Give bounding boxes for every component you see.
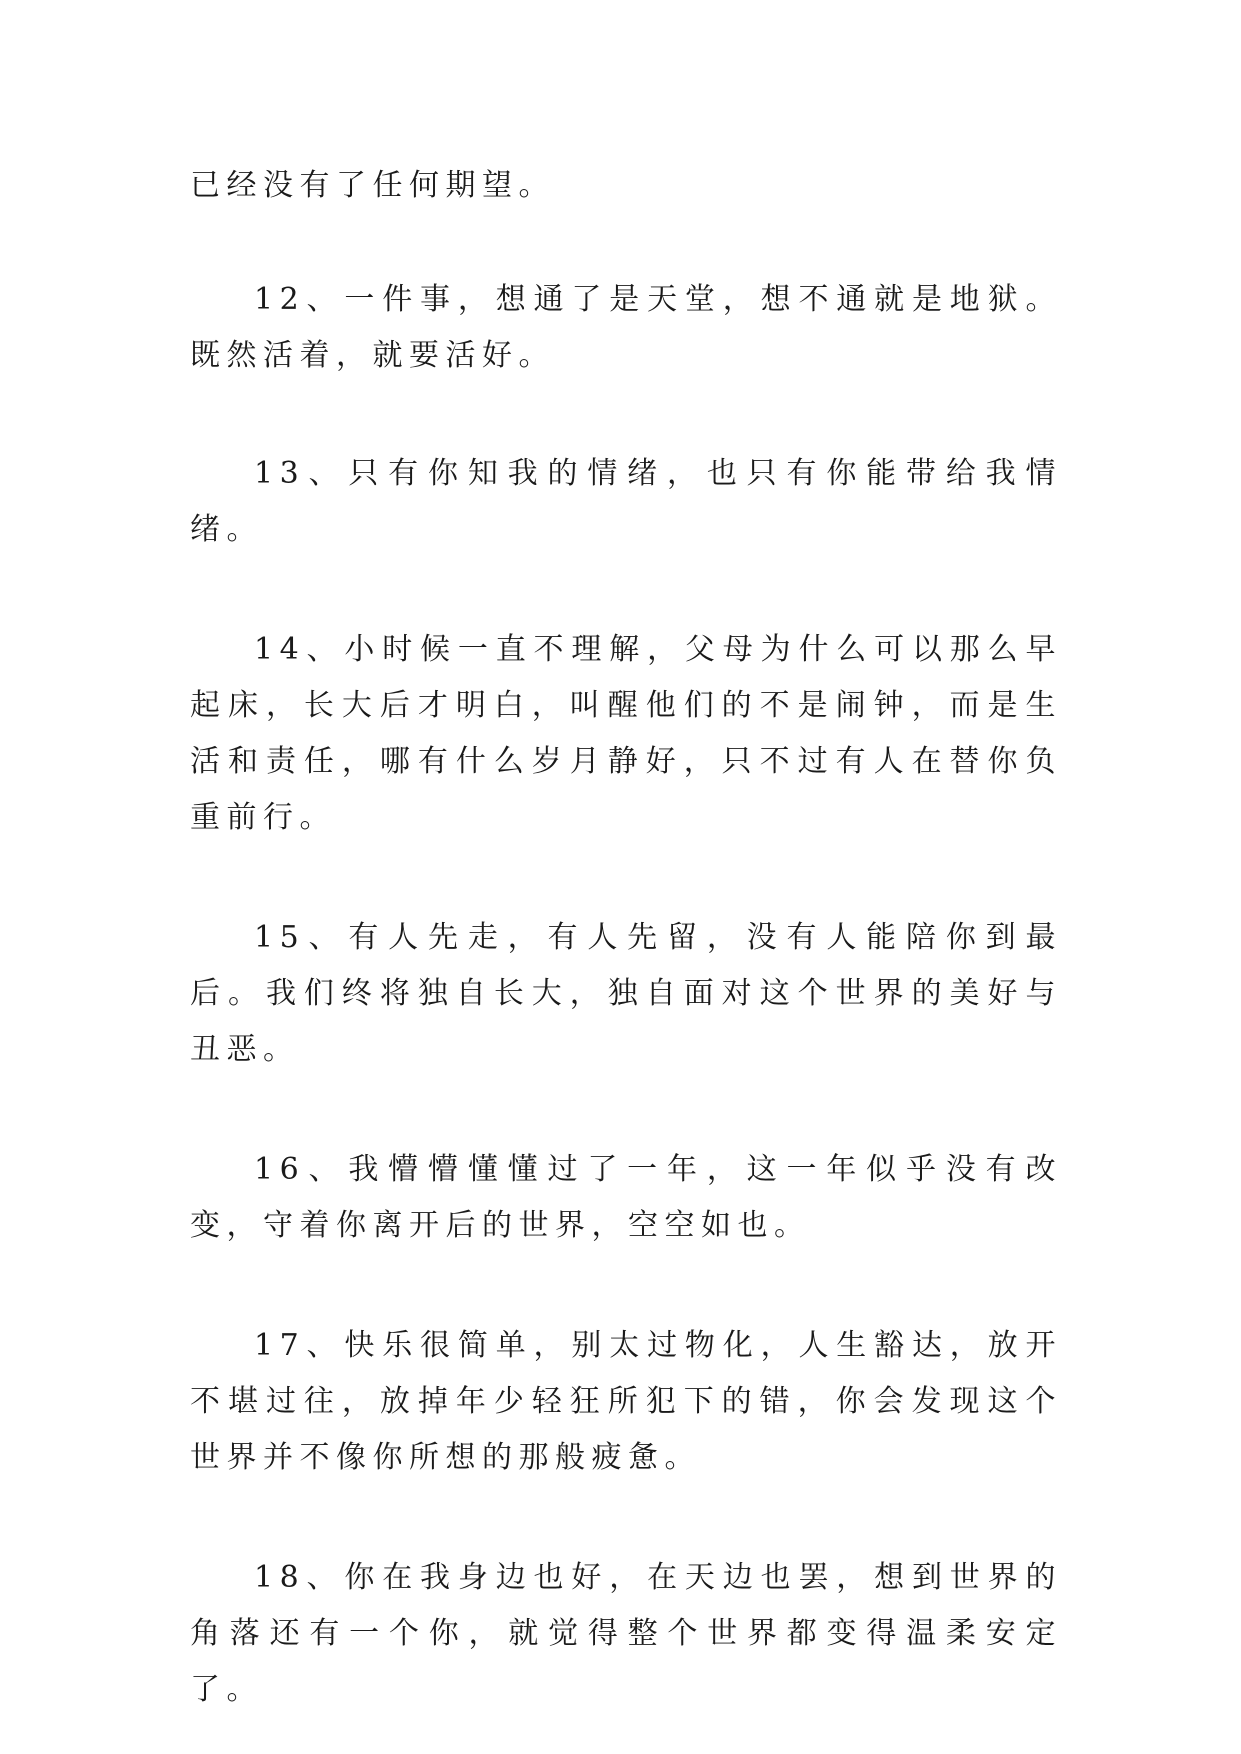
- paragraph-18: 18、你在我身边也好，在天边也罢，想到世界的角落还有一个你，就觉得整个世界都变得温柔安定了。: [190, 1560, 1062, 1707]
- paragraph-13: 13、只有你知我的情绪，也只有你能带给我情绪。: [190, 456, 1062, 547]
- document-body: [190, 158, 1062, 1718]
- paragraph-17: 17、快乐很简单，别太过物化，人生豁达，放开不堪过往，放掉年少轻狂所犯下的错，你会发现这个世界并不像你所想的那般疲惫。: [190, 1328, 1062, 1475]
- paragraph-15: 15、有人先走，有人先留，没有人能陪你到最后。我们终将独自长大，独自面对这个世界的美好与丑恶。: [190, 920, 1062, 1067]
- paragraph-16: 16、我懵懵懂懂过了一年，这一年似乎没有改变，守着你离开后的世界，空空如也。: [190, 1152, 1062, 1243]
- paragraph-12: 12、一件事，想通了是天堂，想不通就是地狱。既然活着，就要活好。: [190, 282, 1062, 373]
- paragraph-continued: 已经没有了任何期望。: [190, 168, 555, 203]
- paragraph-14: 14、小时候一直不理解，父母为什么可以那么早起床，长大后才明白，叫醒他们的不是闹钟，而是生活和责任，哪有什么岁月静好，只不过有人在替你负重前行。: [190, 632, 1062, 835]
